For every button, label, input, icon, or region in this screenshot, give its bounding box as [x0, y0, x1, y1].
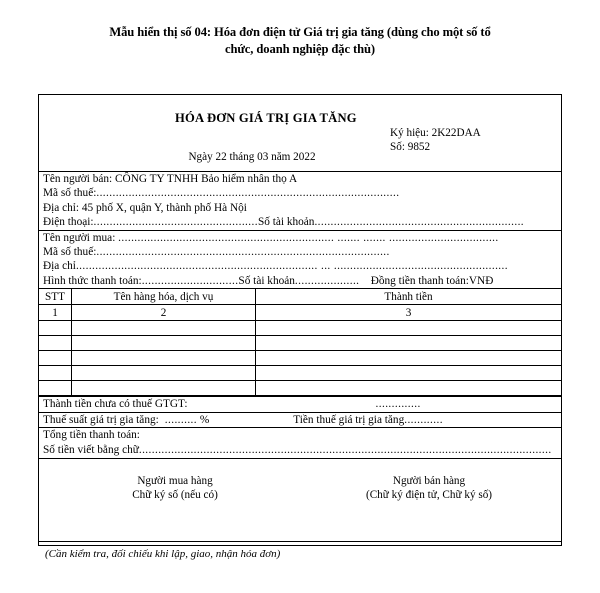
seller-tax-code	[43, 186, 557, 200]
seller-tax-code-field[interactable]: ..............................................................................................	[96, 187, 400, 200]
seller-account-label: Số tài khoản	[257, 216, 315, 229]
buyer-block	[39, 230, 561, 289]
buyer-address	[43, 259, 557, 273]
buyer-account-field[interactable]: ....................	[294, 274, 360, 287]
seller-address: Địa chỉ: 45 phố X, quận Y, thành phố Hà Nội	[43, 201, 247, 214]
buyer-tax-code-field[interactable]: ...........................................................................................	[96, 246, 390, 259]
column-number-3: 3	[256, 305, 562, 321]
buyer-account-label: Số tài khoản	[238, 274, 295, 287]
seller-phone-field[interactable]: ...................................................	[93, 216, 258, 229]
seller-tax-code-label: Mã số thuế:	[43, 187, 97, 200]
grand-total-block	[39, 427, 561, 457]
signature-area	[39, 458, 561, 541]
seller-signature-block	[319, 474, 539, 502]
buyer-payment	[43, 274, 557, 288]
tax-rate-percent-sign: %	[199, 413, 210, 426]
items-table-column-number-row	[39, 305, 561, 321]
page-title	[65, 24, 535, 58]
cell-amount[interactable]	[256, 351, 562, 366]
payment-method-label: Hình thức thanh toán:	[43, 274, 142, 287]
column-number-1: 1	[39, 305, 72, 321]
cell-description[interactable]	[72, 321, 256, 336]
invoice-number: Số: 9852	[390, 140, 431, 153]
seller-phone-account	[43, 215, 557, 229]
footer-note: (Cần kiểm tra, đối chiếu khi lập, giao, nhận hóa đơn)	[39, 541, 561, 575]
seller-signature-title: Người bán hàng	[392, 474, 466, 487]
items-table-body	[39, 321, 561, 396]
seller-signature-subtitle: (Chữ ký điện tử, Chữ ký số)	[365, 488, 493, 501]
table-row[interactable]	[39, 336, 561, 351]
buyer-name-label: Tên người mua:	[43, 231, 116, 244]
table-row[interactable]	[39, 366, 561, 381]
tax-rate-row	[39, 412, 561, 428]
seller-name: Tên người bán: CÔNG TY TNHH Bảo hiểm nhân thọ A	[43, 173, 298, 185]
cell-stt[interactable]	[39, 381, 72, 396]
cell-amount[interactable]	[256, 381, 562, 396]
page-title-line-1: Mẫu hiển thị số 04: Hóa đơn điện tử Giá trị gia tăng (dùng cho một số tổ	[109, 25, 491, 39]
table-row[interactable]	[39, 321, 561, 336]
items-table	[39, 288, 561, 396]
buyer-name-field[interactable]: ................................................................... ....... ....... ..................................	[118, 231, 499, 244]
buyer-name	[43, 231, 557, 245]
items-header-amount: Thành tiền	[256, 289, 562, 305]
cell-description[interactable]	[72, 351, 256, 366]
invoice-document	[38, 94, 562, 560]
amount-in-words-row	[43, 443, 557, 458]
buyer-signature-block	[75, 474, 275, 502]
tax-amount-label: Tiền thuế giá trị gia tăng	[293, 413, 405, 426]
total-untaxed-label: Thành tiền chưa có thuế GTGT:	[43, 398, 188, 411]
items-table-header-row	[39, 289, 561, 305]
tax-rate-label: Thuế suất giá trị gia tăng:	[43, 413, 159, 426]
seller-phone-label: Điện thoại:	[43, 216, 94, 229]
tax-rate-field[interactable]: ..........	[164, 413, 198, 426]
buyer-address-label: Địa chỉ	[43, 260, 76, 273]
invoice-header	[39, 95, 561, 171]
buyer-tax-code	[43, 245, 557, 259]
invoice-meta	[390, 127, 481, 154]
seller-account-field[interactable]: .................................................................	[314, 216, 525, 229]
buyer-signature-title: Người mua hàng	[137, 474, 213, 487]
grand-total-label: Tổng tiền thanh toán:	[43, 429, 140, 442]
payment-method-field[interactable]: ..............................	[141, 274, 239, 287]
invoice-date: Ngày 22 tháng 03 năm 2022	[188, 151, 316, 163]
amount-in-words-field[interactable]: ................................................................................................................................	[138, 444, 552, 457]
page-title-line-2: chức, doanh nghiệp đặc thù)	[224, 42, 376, 56]
table-row[interactable]	[39, 351, 561, 366]
cell-description[interactable]	[72, 336, 256, 351]
cell-amount[interactable]	[256, 366, 562, 381]
total-untaxed-row	[39, 396, 561, 412]
buyer-tax-code-label: Mã số thuế:	[43, 246, 97, 259]
total-untaxed-field[interactable]: ..............	[375, 398, 421, 411]
cell-stt[interactable]	[39, 336, 72, 351]
cell-amount[interactable]	[256, 321, 562, 336]
cell-stt[interactable]	[39, 351, 72, 366]
tax-amount-field[interactable]: ............	[404, 413, 443, 426]
column-number-2: 2	[72, 305, 256, 321]
cell-amount[interactable]	[256, 336, 562, 351]
currency-label: Đồng tiền thanh toán:VNĐ	[370, 274, 494, 287]
cell-description[interactable]	[72, 381, 256, 396]
invoice-symbol: Ký hiệu: 2K22DAA	[390, 127, 481, 139]
seller-block	[39, 171, 561, 230]
buyer-signature-subtitle: Chữ ký số (nếu có)	[132, 488, 218, 501]
cell-stt[interactable]	[39, 366, 72, 381]
amount-in-words-label: Số tiền viết bằng chữ	[43, 444, 139, 457]
cell-description[interactable]	[72, 366, 256, 381]
items-header-description: Tên hàng hóa, dịch vụ	[72, 289, 256, 305]
table-row[interactable]	[39, 381, 561, 396]
buyer-address-field[interactable]: ........................................................................... ... ......................................................	[75, 260, 508, 273]
invoice-heading: HÓA ĐƠN GIÁ TRỊ GIA TĂNG	[175, 111, 357, 125]
cell-stt[interactable]	[39, 321, 72, 336]
items-header-stt: STT	[39, 289, 72, 305]
